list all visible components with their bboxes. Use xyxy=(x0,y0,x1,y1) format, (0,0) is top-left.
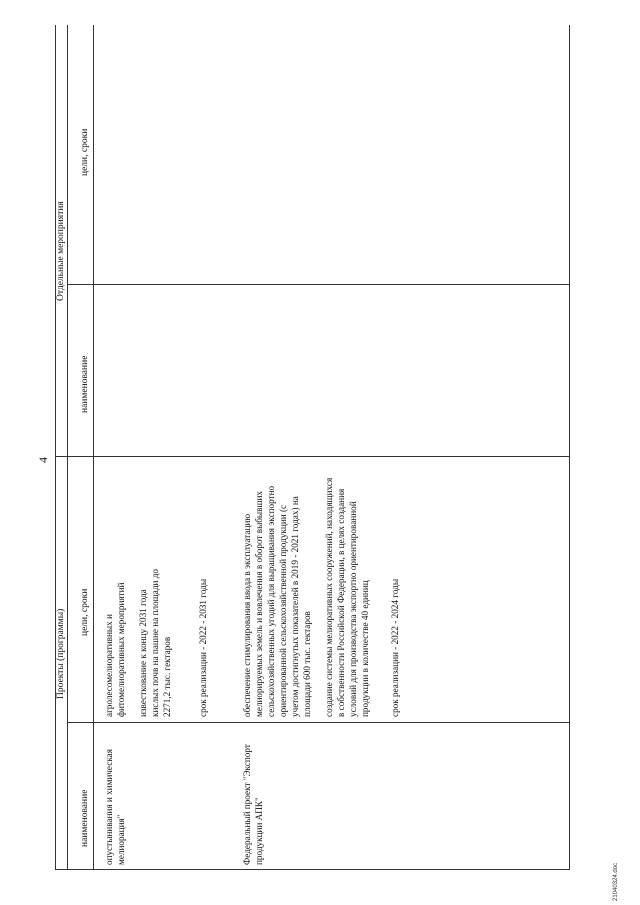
row1-goals xyxy=(103,462,219,717)
row1-goal-1: агролесомелиоративных и фитомелиоративных мероприятий xyxy=(104,582,126,717)
row1-goal-3: срок реализации - 2022 - 2031 годы xyxy=(198,579,208,717)
header-separate-measures: Отдельные мероприятия xyxy=(56,201,66,301)
table-bottom-border xyxy=(569,25,570,870)
table-left-border xyxy=(55,869,569,870)
header-goals-1: цели, сроки xyxy=(80,588,90,636)
header-name-2: наименование xyxy=(80,355,90,413)
row1-name xyxy=(103,725,127,865)
header-goals-2: цели, сроки xyxy=(80,128,90,176)
row1-name-text: опустынивания и химическая мелиорация" xyxy=(104,749,126,865)
page-number: 4 xyxy=(36,457,50,463)
header-divider xyxy=(67,25,68,870)
row2-goals xyxy=(241,462,411,717)
group-divider xyxy=(55,456,569,457)
row2-goal-3: срок реализации - 2022 - 2024 годы xyxy=(390,579,400,717)
header-bottom-border xyxy=(93,25,94,870)
row2-name-text: Федеральный проект "Экспорт продукции АПК" xyxy=(242,744,264,865)
table-top-border xyxy=(55,25,56,870)
col-divider-1 xyxy=(67,722,569,723)
col-divider-3 xyxy=(67,284,569,285)
row2-goal-1: обеспечение стимулирования ввода в эксплуатацию мелиорируемых земель и вовлечения в оборот выбывших сельскохозяйственных угодий для выращивания экспортно ориентированной сельскохозяйственной продукции (с учетом достигнутых показателей в 2019 - 2021 годах) на площади 600 тыс. гектаров xyxy=(242,485,312,717)
row2-name xyxy=(241,725,265,865)
header-projects: Проекты (программы) xyxy=(56,608,66,699)
row2-goal-2: создание системы мелиоративных сооружений, находящихся в собственности Российской Федерации, в целях создания условий для производства экспортно ориентированной продукции в количестве 40 единиц xyxy=(324,477,370,717)
header-name-1: наименование xyxy=(80,789,90,847)
file-footer: 21040324.doc xyxy=(613,862,619,901)
row1-goal-2: известкование к концу 2031 года кислых почв на пашне на площади до 2271,2 тыс. гектаров xyxy=(138,569,172,717)
